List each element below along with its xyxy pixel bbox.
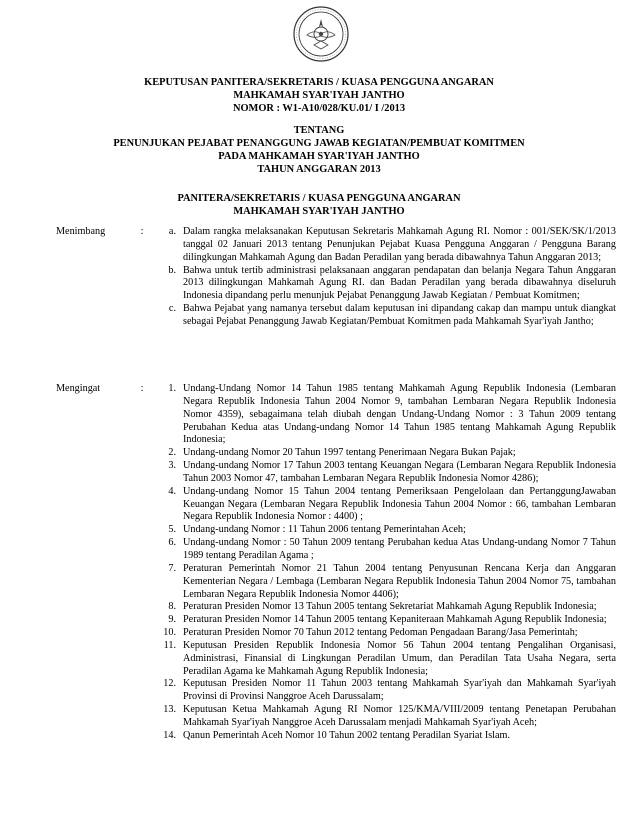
item-marker: 13. [163,704,176,716]
subject-line-3: TAHUN ANGGARAN 2013 [257,164,381,175]
item-text: Undang-undang Nomor 17 Tahun 2003 tentang Keuangan Negara (Lembaran Negara Republik Indonesia Tahun 2003 Nomor 47, tambahan Lembaran Negara Republik Indonesia Nomor 4286); [183,460,616,484]
item-text: Undang-undang Nomor : 50 Tahun 2009 tentang Perubahan kedua Atas Undang-undang Nomor 7 Tahun 1989 tentang Peradilan Agama ; [183,537,616,561]
list-item [153,627,616,640]
mengingat-section [56,383,616,743]
item-text: Keputusan Ketua Mahkamah Agung RI Nomor 125/KMA/VIII/2009 tentang Penetapan Perubahan Mahkamah Syar'iyah Nanggroe Aceh Darussalam menjadi Mahkamah Syar'iyah Aceh; [183,704,616,728]
item-text: Peraturan Presiden Nomor 13 Tahun 2005 tentang Sekretariat Mahkamah Agung Republik Indonesia; [183,601,597,613]
list-item [153,704,616,730]
decree-number-line: NOMOR : W1-A10/028/KU.01/ I /2013 [232,103,406,114]
list-item [153,303,616,329]
item-text: Keputusan Presiden Republik Indonesia Nomor 56 Tahun 2004 tentang Pengalihan Organisasi, Administrasi, Finansial di Lingkungan Peradilan Umum, dan Peradilan Tata Usaha Negara, serta Peradilan Agama ke Mahkamah Agung Republik Indonesia; [183,639,616,677]
item-marker: 1. [168,383,176,394]
seal-logo [292,5,350,63]
menimbang-section [56,226,616,329]
menimbang-colon: : [140,226,144,237]
item-marker: c. [168,303,176,315]
list-item [153,460,616,486]
item-marker: 2. [168,447,176,459]
list-item [153,640,616,679]
item-text: Undang-undang Nomor 20 Tahun 1997 tentang Penerimaan Negara Bukan Pajak; [183,447,516,459]
item-marker: a. [168,226,176,237]
item-marker: 11. [163,639,176,651]
item-marker: 3. [168,460,176,472]
tentang-line: TENTANG [293,125,345,136]
mengingat-label: Mengingat [56,383,101,394]
list-item [153,614,616,627]
item-marker: 9. [168,614,176,626]
subject-heading [0,124,638,176]
list-item [153,678,616,704]
item-marker: 6. [168,537,176,549]
item-marker: b. [168,264,176,276]
subject-line-1: PENUNJUKAN PEJABAT PENANGGUNG JAWAB KEGIATAN/PEMBUAT KOMITMEN [113,138,525,149]
item-text: Peraturan Presiden Nomor 70 Tahun 2012 tentang Pedoman Pengadaan Barang/Jasa Pemerintah; [183,627,578,639]
list-item [153,730,616,743]
item-marker: 4. [168,485,176,497]
list-item [153,524,616,537]
list-item [153,537,616,563]
menimbang-list [153,226,616,329]
item-text: Undang-Undang Nomor 14 Tahun 1985 tentang Mahkamah Agung Republik Indonesia (Lembaran Negara Republik Indonesia Tahun 2004 Nomor 9, tambahan Lembaran Negara Republik Indonesia Nomor 4359), sebagaimana telah diubah dengan Undang-Undang Nomor : 3 Tahun 2009 tentang Perubahan Kedua atas Undang-undang Nomor 14 Tahun 1985 tentang Mahkamah Agung Republik Indonesia; [183,383,616,446]
item-marker: 8. [168,601,176,613]
item-text: Peraturan Presiden Nomor 14 Tahun 2005 tentang Kepaniteraan Mahkamah Agung Republik Indonesia; [183,614,607,626]
subject-line-2: PADA MAHKAMAH SYAR'IYAH JANTHO [218,151,420,162]
item-text: Bahwa Pejabat yang namanya tersebut dalam keputusan ini dipandang cakap dan mampu untuk diangkat sebagai Pejabat Penanggung Jawab Kegiatan/Pembuat Komitmen pada Mahkamah Syar'iyah Jantho; [183,303,616,327]
issuer-heading [0,192,638,218]
mengingat-list [153,383,616,743]
mengingat-colon: : [140,383,144,394]
list-item [153,226,616,265]
item-text: Qanun Pemerintah Aceh Nomor 10 Tahun 2002 tentang Peradilan Syariat Islam. [183,729,511,741]
item-text: Bahwa untuk tertib administrasi pelaksanaan anggaran pendapatan dan belanja Negara Tahun Anggaran 2013 dilingkungan Mahkamah Agung RI. dan Badan Peradilan yang berada dibawahnya diseluruh Indonesia dipandang perlu menunjuk Pejabat Penanggung Jawab Kegiatan / Pembuat Komitmen; [183,264,616,302]
item-text: Undang-undang Nomor : 11 Tahun 2006 tentang Pemerintahan Aceh; [183,524,466,536]
item-marker: 12. [163,678,176,690]
decree-title-line: KEPUTUSAN PANITERA/SEKRETARIS / KUASA PENGGUNA ANGARAN [144,77,494,88]
issuer-line-2: MAHKAMAH SYAR'IYAH JANTHO [233,206,405,217]
menimbang-label: Menimbang [56,226,106,237]
item-marker: 5. [168,524,176,536]
list-item [153,601,616,614]
list-item [153,563,616,602]
list-item [153,265,616,304]
issuer-line-1: PANITERA/SEKRETARIS / KUASA PENGGUNA ANGARAN [177,193,461,204]
item-marker: 14. [163,729,176,741]
item-marker: 7. [168,562,176,574]
list-item [153,447,616,460]
decree-header [0,76,638,115]
item-marker: 10. [163,627,176,639]
list-item [153,383,616,447]
item-text: Undang-undang Nomor 15 Tahun 2004 tentang Pemeriksaan Pengelolaan dan PertanggungJawaban Keuangan Negara (Lembaran Negara Republik Indonesia Tahun 2004 Nomor : 66, tambahan Lembaran Negara Republik Indonesia Nomor : 4400) ; [183,485,616,523]
item-text: Peraturan Pemerintah Nomor 21 Tahun 2004 tentang Penyusunan Rencana Kerja dan Anggaran Kementerian Negara / Lembaga (Lembaran Negara Republik Indonesia Tahun 2004 Nomor 75, tambahan Lembaran Negara Republik Indonesia Nomor 4406); [183,562,616,600]
item-text: Keputusan Presiden Nomor 11 Tahun 2003 tentang Mahkamah Syar'iyah dan Mahkamah Syar'iyah Provinsi di Provinsi Nanggroe Aceh Darussalam; [183,678,616,703]
item-text: Dalam rangka melaksanakan Keputusan Sekretaris Mahkamah Agung RI. Nomor : 001/SEK/SK/1/2013 tanggal 02 Januari 2013 tentang Penunjukan Pejabat Kuasa Pengguna Anggaran / Pengguna Barang dilingkungan Mahkamah Agung dan Badan Peradilan yang berada dibawahnya Tahun Anggaran 2013; [183,226,616,263]
court-name-line: MAHKAMAH SYAR'IYAH JANTHO [233,90,405,101]
list-item [153,486,616,525]
